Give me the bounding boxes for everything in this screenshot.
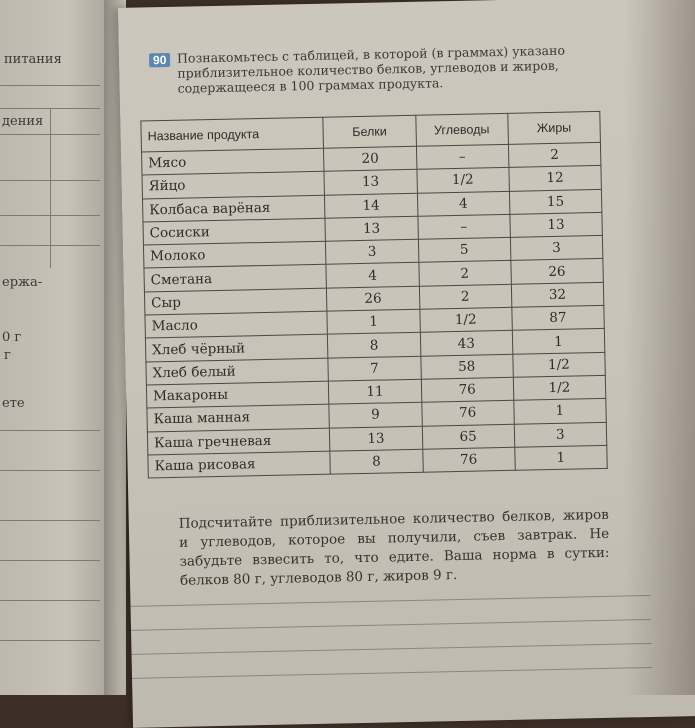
left-page-rule — [0, 560, 100, 561]
carbs-value: 58 — [420, 354, 513, 379]
fat-value: 1 — [515, 445, 608, 470]
protein-value: 13 — [325, 216, 418, 241]
carbs-value: 65 — [422, 424, 515, 449]
left-page-rule — [0, 180, 100, 181]
left-page-rule — [0, 430, 100, 431]
fat-value: 12 — [509, 166, 602, 191]
fat-value: 1 — [514, 399, 607, 424]
carbs-value: – — [417, 214, 510, 239]
product-name: Сыр — [144, 288, 327, 315]
carbs-value: 4 — [417, 191, 510, 216]
fat-value: 3 — [510, 236, 603, 261]
protein-value: 3 — [326, 239, 419, 264]
carbs-value: 1/2 — [416, 168, 509, 193]
answer-line — [132, 643, 652, 655]
left-page — [0, 0, 112, 695]
product-name: Молоко — [143, 241, 326, 268]
left-page-fragment: дения — [2, 114, 44, 129]
carbs-value: 1/2 — [419, 307, 512, 332]
nutrition-table — [140, 111, 607, 479]
carbs-value: 76 — [422, 447, 515, 472]
exercise-number-badge: 90 — [149, 53, 171, 67]
fat-value: 26 — [511, 259, 604, 284]
product-name: Каша рисовая — [148, 451, 331, 478]
fat-value: 1/2 — [513, 352, 606, 377]
fat-value: 15 — [509, 189, 602, 214]
product-name: Макароны — [146, 381, 329, 408]
left-page-fragment: 0 г — [2, 330, 22, 345]
left-page-rule — [0, 600, 100, 601]
protein-value: 7 — [328, 356, 421, 381]
product-name: Масло — [145, 311, 328, 338]
carbs-value: 2 — [418, 261, 511, 286]
protein-value: 13 — [324, 170, 417, 195]
carbs-value: 76 — [421, 377, 514, 402]
product-name: Хлеб чёрный — [145, 335, 328, 362]
answer-line — [132, 667, 652, 679]
product-name: Мясо — [142, 148, 325, 175]
protein-value: 14 — [325, 193, 418, 218]
left-page-rule — [0, 245, 100, 246]
left-page-rule — [0, 215, 100, 216]
fat-value: 32 — [511, 282, 604, 307]
product-name: Хлеб белый — [146, 358, 329, 385]
carbs-value: 5 — [418, 238, 511, 263]
protein-value: 13 — [330, 426, 423, 451]
fat-value: 1/2 — [513, 375, 606, 400]
left-page-fragment: питания — [4, 52, 62, 67]
protein-value: 8 — [328, 333, 421, 358]
protein-value: 4 — [326, 263, 419, 288]
fat-value: 2 — [508, 142, 601, 167]
column-header-fat: Жиры — [508, 111, 601, 144]
left-page-rule — [0, 470, 100, 471]
left-page-fragment: ете — [2, 396, 25, 411]
protein-value: 11 — [329, 379, 422, 404]
column-header-carbs: Углеводы — [415, 113, 508, 146]
exercise-intro: Познакомьтесь с таблицей, в которой (в граммах) указано приблизительное количество белков, углеводов и жиров, содержащееся в 100 граммах продукта. — [176, 42, 566, 96]
product-name: Сосиски — [143, 218, 326, 245]
carbs-value: 2 — [419, 284, 512, 309]
protein-value: 8 — [330, 449, 423, 474]
answer-line — [131, 595, 651, 607]
protein-value: 9 — [329, 402, 422, 427]
left-page-rule — [50, 108, 51, 268]
right-page — [118, 0, 695, 728]
left-page-rule — [0, 520, 100, 521]
protein-value: 26 — [327, 286, 420, 311]
left-page-fragment: ержа- — [2, 275, 43, 290]
carbs-value: 43 — [420, 331, 513, 356]
left-page-rule — [0, 85, 100, 86]
product-name: Сметана — [144, 265, 327, 292]
fat-value: 13 — [510, 212, 603, 237]
answer-line — [131, 619, 651, 631]
product-name: Колбаса варёная — [142, 195, 325, 222]
task-text: Подсчитайте приблизительное количество белков, жиров и углеводов, которое вы получили, съев завтрак. Не забудьте взвесить то, что едите. Ваша норма в сутки: белков 80 г, углеводов 80 г, жиров 9 г. — [178, 506, 610, 589]
product-name: Каша гречневая — [147, 428, 330, 455]
carbs-value: – — [416, 144, 509, 169]
carbs-value: 76 — [421, 401, 514, 426]
left-page-rule — [0, 640, 100, 641]
fat-value: 3 — [514, 422, 607, 447]
fat-value: 1 — [512, 329, 605, 354]
fat-value: 87 — [512, 305, 605, 330]
left-page-fragment: г — [4, 348, 11, 363]
protein-value: 20 — [324, 146, 417, 171]
column-header-product: Название продукта — [141, 117, 324, 152]
product-name: Каша манная — [147, 404, 330, 431]
protein-value: 1 — [327, 309, 420, 334]
product-name: Яйцо — [142, 172, 325, 199]
column-header-protein: Белки — [323, 115, 416, 148]
